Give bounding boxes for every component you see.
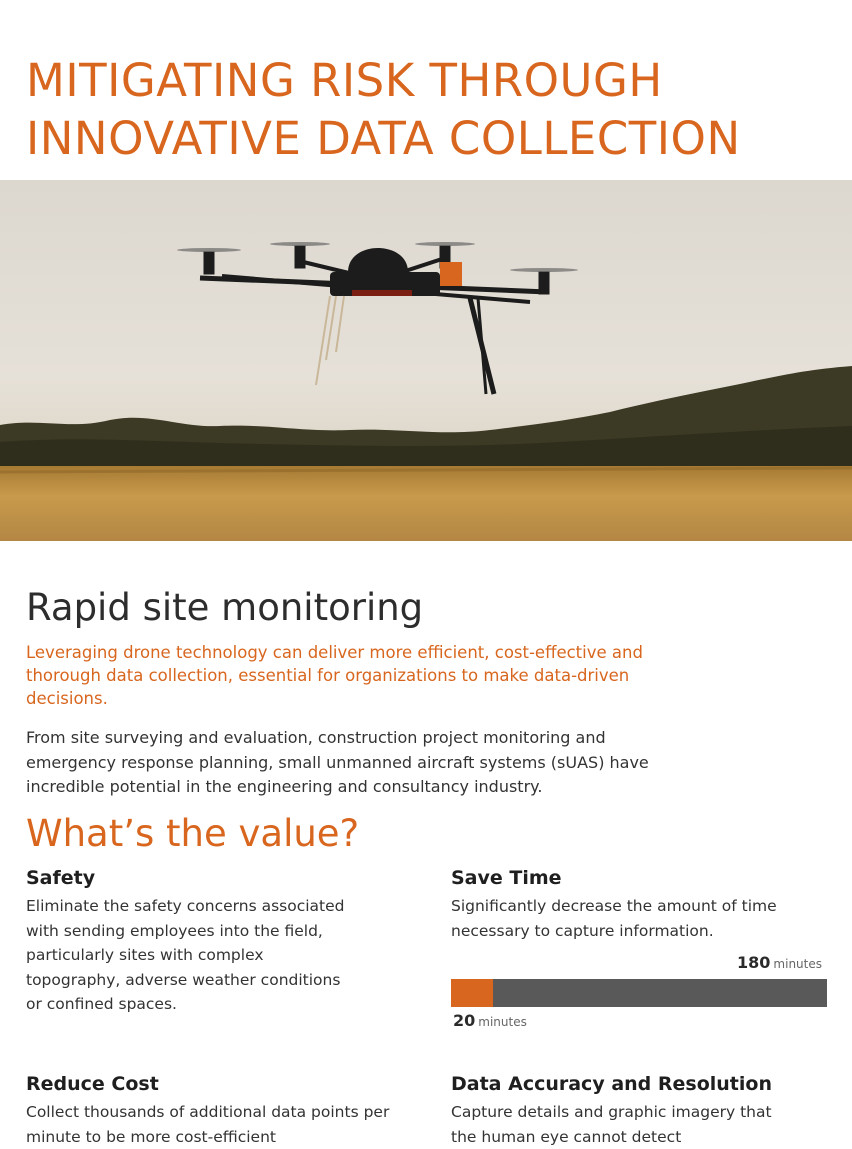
after-time-unit: minutes [478, 1015, 527, 1029]
safety-text: Eliminate the safety concerns associated with sending employees into the field, particularly sites with complex topography, adverse weather conditions or confined spaces. [26, 897, 345, 1013]
time-comparison-bar [451, 979, 827, 1007]
reduce-cost-title: Reduce Cost [26, 1073, 159, 1095]
accuracy-title: Data Accuracy and Resolution [451, 1073, 772, 1095]
before-time-metric [737, 953, 822, 972]
accuracy-text: Capture details and graphic imagery that the human eye cannot detect [451, 1103, 772, 1146]
before-time-value: 180 [737, 953, 771, 972]
save-time-text: Significantly decrease the amount of time necessary to capture information. [451, 897, 777, 940]
time-comparison-bar-fill [451, 979, 493, 1007]
drone-field-illustration [0, 180, 852, 541]
save-time-title: Save Time [451, 867, 562, 889]
intro-lead-text: Leveraging drone technology can deliver more efficient, cost-effective and thorough data collection, essential for organizations to make data-driven decisions. [26, 643, 643, 708]
safety-title: Safety [26, 867, 96, 889]
after-time-value: 20 [453, 1011, 476, 1030]
page-title [26, 52, 826, 168]
section-heading-value: What’s the value? [26, 812, 360, 855]
section-heading-rapid-site: Rapid site monitoring [26, 586, 424, 629]
title-line-2: INNOVATIVE DATA COLLECTION [26, 112, 741, 165]
title-line-1: MITIGATING RISK THROUGH [26, 54, 663, 107]
hero-drone-photo [0, 180, 852, 541]
intro-body-text: From site surveying and evaluation, construction project monitoring and emergency response planning, small unmanned aircraft systems (sUAS) have incredible potential in the engineering and consultancy industry. [26, 728, 649, 796]
before-time-unit: minutes [773, 957, 822, 971]
reduce-cost-text: Collect thousands of additional data points per minute to be more cost-efficient [26, 1103, 390, 1146]
after-time-metric [453, 1011, 527, 1030]
